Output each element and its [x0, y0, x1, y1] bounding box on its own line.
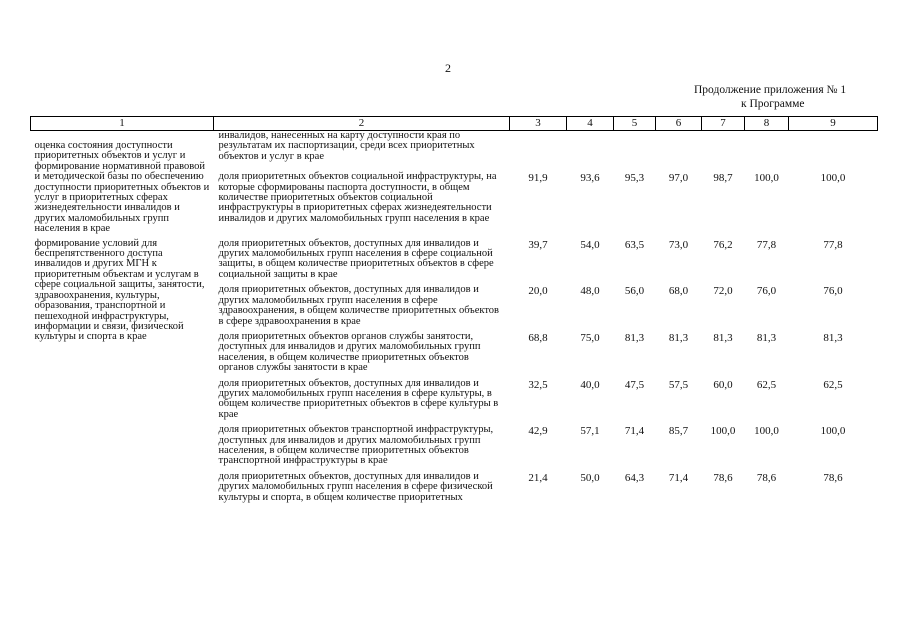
- value-cell: [656, 131, 702, 173]
- value-cell: 100,0: [820, 425, 846, 438]
- value-cell: 81,3: [756, 331, 777, 344]
- value-cell: 62,5: [823, 378, 843, 391]
- value-cell: 100,0: [710, 425, 736, 438]
- value-cell: 81,3: [713, 331, 733, 344]
- value-cell: [789, 131, 878, 173]
- column-header: 8: [745, 117, 789, 131]
- value-cell: 100,0: [754, 425, 779, 438]
- value-cell: 78,6: [713, 471, 733, 484]
- value-cell: [614, 131, 656, 173]
- indicator-cell: доля приоритетных объектов, доступных для инвалидов и других маломобильных групп населения в сфере здравоохранения, в общем количестве приоритетных объектов в сфере здравоохранения в крае: [218, 284, 499, 327]
- value-cell: 95,3: [624, 172, 645, 185]
- value-cell: 81,3: [624, 331, 645, 344]
- value-cell: 57,1: [580, 425, 600, 438]
- appendix-line-1: Продолжение приложения № 1: [694, 84, 847, 96]
- value-cell: 81,3: [668, 331, 689, 344]
- value-cell: 63,5: [624, 238, 645, 251]
- appendix-note: [694, 83, 846, 111]
- value-cell: 77,8: [756, 238, 777, 251]
- value-cell: 32,5: [528, 378, 548, 391]
- value-cell: [702, 131, 745, 173]
- value-cell: 76,0: [756, 285, 777, 298]
- value-cell: 48,0: [580, 285, 600, 298]
- value-cell: 91,9: [528, 172, 548, 185]
- indicator-cell: доля приоритетных объектов органов службы занятости, доступных для инвалидов и других маломобильных групп населения, в общем количестве приоритетных объектов органов службы занятости в крае: [218, 330, 481, 374]
- value-cell: [510, 131, 567, 173]
- column-header: 7: [702, 117, 745, 131]
- column-header: 1: [31, 117, 214, 131]
- value-cell: [567, 131, 614, 173]
- value-cell: 64,3: [624, 471, 645, 484]
- value-cell: 21,4: [528, 471, 548, 484]
- indicator-cell: доля приоритетных объектов социальной инфраструктуры, на которые сформированы паспорта доступности, в общем количестве приоритетных объектов социальной инфраструктуры в приоритетных сферах жизнедеятельности инвалидов и других маломобильных групп населения в крае: [218, 171, 497, 224]
- value-cell: 57,5: [668, 378, 689, 391]
- value-cell: 54,0: [580, 238, 600, 251]
- page-number: 2: [445, 61, 451, 75]
- indicator-cell: доля приоритетных объектов транспортной инфраструктуры, доступных для инвалидов и других маломобильных групп населения, в общем количестве приоритетных объектов транспортной инфраструктуры в крае: [218, 424, 494, 467]
- value-cell: 93,6: [580, 172, 600, 185]
- value-cell: 85,7: [668, 425, 689, 438]
- value-cell: 97,0: [668, 172, 689, 185]
- value-cell: 76,2: [713, 238, 733, 251]
- value-cell: 50,0: [580, 471, 600, 484]
- column-header: 3: [510, 117, 567, 131]
- column-header: 2: [214, 117, 510, 131]
- value-cell: 47,5: [624, 378, 645, 391]
- value-cell: [745, 131, 789, 173]
- value-cell: 81,3: [823, 331, 843, 344]
- value-cell: 77,8: [823, 238, 843, 251]
- column-header: 6: [656, 117, 702, 131]
- value-cell: 71,4: [668, 471, 689, 484]
- value-cell: 76,0: [823, 285, 843, 298]
- value-cell: 40,0: [580, 378, 600, 391]
- objective-text: оценка состояния доступности приоритетных объектов и услуг и формирование нормативной правовой и методической базы по обеспечению доступности приоритетных объектов и услуг в приоритетных сферах жизнедеятельности инвалидов и других маломобильных групп населения в крае: [34, 140, 210, 235]
- column-header: 4: [567, 117, 614, 131]
- value-cell: 100,0: [820, 172, 846, 185]
- value-cell: 56,0: [624, 285, 645, 298]
- appendix-line-2: к Программе: [741, 98, 805, 110]
- indicators-table-wrap: [30, 116, 877, 508]
- value-cell: 78,6: [756, 471, 777, 484]
- table-row: [31, 239, 878, 286]
- indicator-cell: доля приоритетных объектов, доступных для инвалидов и других маломобильных групп населения в сфере культуры, в общем количестве приоритетных объектов в сфере культуры в крае: [218, 377, 499, 420]
- objective-cell: [31, 131, 214, 239]
- value-cell: 62,5: [756, 378, 777, 391]
- value-cell: 78,6: [823, 471, 843, 484]
- value-cell: 71,4: [624, 425, 645, 438]
- value-cell: 98,7: [713, 172, 733, 185]
- value-cell: 100,0: [754, 172, 779, 185]
- indicator-cell: доля приоритетных объектов, доступных для инвалидов и других маломобильных групп населения в сфере социальной защиты, в общем количестве приоритетных объектов в сфере социальной защиты в крае: [218, 237, 494, 280]
- indicators-table: [30, 116, 878, 508]
- value-cell: 60,0: [713, 378, 733, 391]
- value-cell: 39,7: [528, 238, 548, 251]
- table-row: [31, 131, 878, 173]
- header-row: [31, 117, 878, 131]
- objective-cell: формирование условий для беспрепятственного доступа инвалидов и других МГН к приоритетным объектам и услугам в сфере социальной защиты, занятости, здравоохранения, культуры, образования, транспортной и пешеходной инфраструктуры, информации и связи, физической культуры и спорта в крае: [34, 237, 205, 343]
- value-cell: 75,0: [580, 331, 600, 344]
- value-cell: 42,9: [528, 425, 548, 438]
- value-cell: 20,0: [528, 285, 548, 298]
- indicator-cell: инвалидов, нанесенных на карту доступности края по результатам их паспортизации, среди всех приоритетных объектов и услуг в крае: [218, 130, 475, 162]
- value-cell: 68,8: [528, 331, 548, 344]
- value-cell: 73,0: [668, 238, 689, 251]
- value-cell: 72,0: [713, 285, 733, 298]
- value-cell: 68,0: [668, 285, 689, 298]
- column-header: 9: [789, 117, 878, 131]
- column-header: 5: [614, 117, 656, 131]
- indicator-cell: доля приоритетных объектов, доступных для инвалидов и других маломобильных групп населения в сфере физической культуры и спорта, в общем количестве приоритетных: [218, 470, 493, 503]
